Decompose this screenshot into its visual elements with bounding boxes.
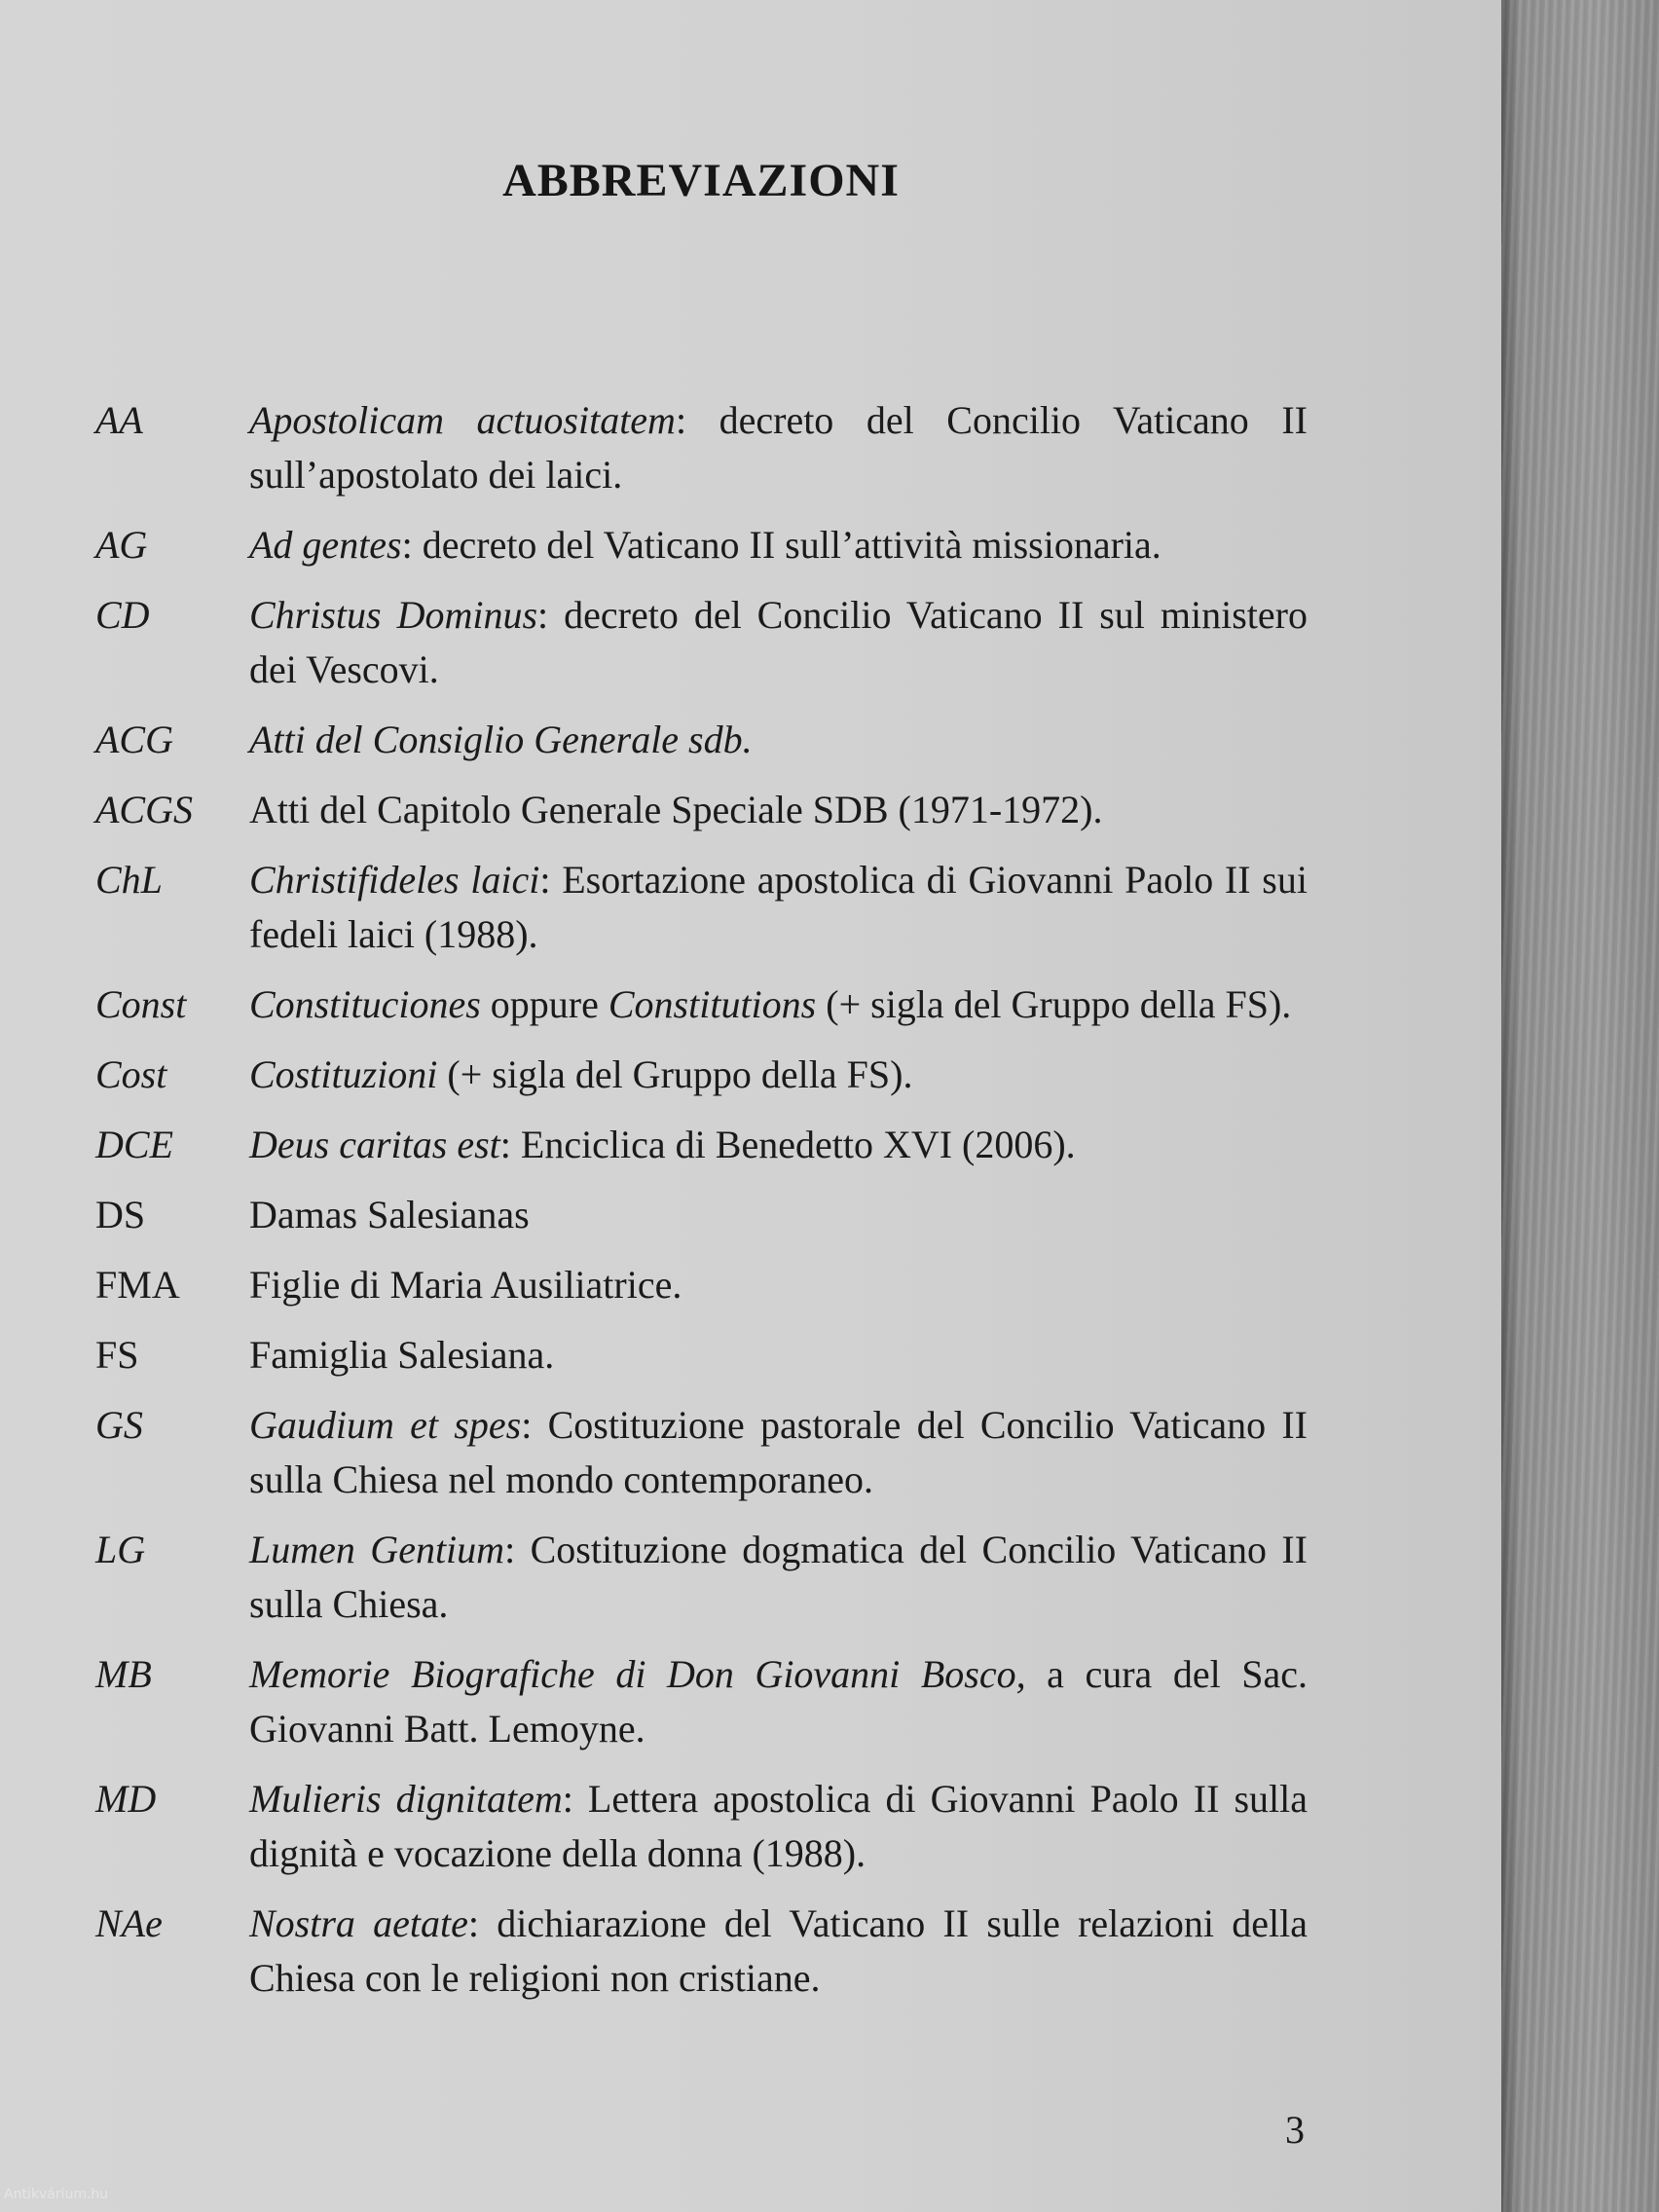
entry-nae — [95, 1897, 1308, 2006]
entry-aa — [95, 393, 1308, 502]
page-number: 3 — [1285, 2108, 1305, 2152]
abbr-definition: Memorie Biografiche di Don Giovanni Bosco, a cura del Sac. Giovanni Batt. Lemoyne. — [249, 1652, 1308, 1751]
entry-const — [95, 977, 1308, 1032]
abbr-term: GS — [95, 1403, 143, 1447]
page-title: ABBREVIAZIONI — [502, 155, 900, 206]
entry-lg — [95, 1523, 1308, 1632]
abbr-term: AG — [95, 523, 148, 567]
entry-dce — [95, 1118, 1308, 1172]
abbr-term: ACGS — [95, 788, 193, 831]
abbr-term: MB — [95, 1652, 152, 1696]
abbr-definition: Constituciones oppure Constitutions (+ sigla del Gruppo della FS). — [249, 982, 1292, 1026]
abbr-definition: Figlie di Maria Ausiliatrice. — [249, 1263, 682, 1307]
entry-cost — [95, 1048, 1308, 1102]
abbr-definition: Nostra aetate: dichiarazione del Vaticano II sulle relazioni della Chiesa con le religioni non cristiane. — [249, 1901, 1308, 2000]
abbr-term: AA — [95, 398, 143, 442]
abbr-term: FMA — [95, 1263, 180, 1307]
abbr-term: FS — [95, 1333, 139, 1377]
watermark: Antikvárium.hu — [4, 2187, 109, 2202]
abbr-term: ChL — [95, 858, 163, 902]
entry-ds — [95, 1188, 1308, 1242]
entry-chl — [95, 853, 1308, 962]
abbr-definition: Costituzioni (+ sigla del Gruppo della FS). — [249, 1052, 913, 1096]
entry-ag — [95, 518, 1308, 572]
abbr-definition: Damas Salesianas — [249, 1193, 530, 1236]
abbr-term: MD — [95, 1777, 157, 1821]
abbr-term: Const — [95, 982, 187, 1026]
abbr-term: CD — [95, 593, 150, 637]
abbreviation-list — [95, 393, 1308, 2021]
abbr-term: LG — [95, 1528, 146, 1571]
abbr-definition: Christifideles laici: Esortazione apostolica di Giovanni Paolo II sui fedeli laici (1988). — [249, 858, 1308, 956]
abbr-definition: Lumen Gentium: Costituzione dogmatica del Concilio Vaticano II sulla Chiesa. — [249, 1528, 1309, 1626]
entry-mb — [95, 1647, 1308, 1756]
abbr-definition: Christus Dominus: decreto del Concilio Vaticano II sul ministero dei Vescovi. — [249, 593, 1308, 691]
entry-gs — [95, 1398, 1308, 1507]
entry-acg — [95, 713, 1308, 767]
entry-md — [95, 1772, 1308, 1881]
abbr-term: Cost — [95, 1052, 167, 1096]
abbr-definition: Famiglia Salesiana. — [249, 1333, 555, 1377]
abbr-definition: Mulieris dignitatem: Lettera apostolica di Giovanni Paolo II sulla dignità e vocazione della donna (1988). — [249, 1777, 1309, 1875]
abbr-term: NAe — [95, 1901, 163, 1945]
abbr-definition: Gaudium et spes: Costituzione pastorale del Concilio Vaticano II sulla Chiesa nel mondo contemporaneo. — [249, 1403, 1308, 1501]
entry-cd — [95, 588, 1308, 697]
entry-fs — [95, 1328, 1308, 1382]
abbr-definition: Atti del Consiglio Generale sdb. — [249, 718, 753, 761]
abbr-term: DCE — [95, 1123, 173, 1166]
entry-acgs — [95, 783, 1308, 837]
abbr-term: ACG — [95, 718, 173, 761]
abbr-definition: Apostolicam actuositatem: decreto del Concilio Vaticano II sull’apostolato dei laici. — [249, 398, 1308, 497]
abbr-definition: Atti del Capitolo Generale Speciale SDB (1971-1972). — [249, 788, 1103, 831]
background-surface — [1501, 0, 1659, 2212]
abbr-definition: Deus caritas est: Enciclica di Benedetto XVI (2006). — [249, 1123, 1076, 1166]
entry-fma — [95, 1258, 1308, 1312]
abbr-term: DS — [95, 1193, 146, 1236]
abbr-definition: Ad gentes: decreto del Vaticano II sull’attività missionaria. — [249, 523, 1161, 567]
